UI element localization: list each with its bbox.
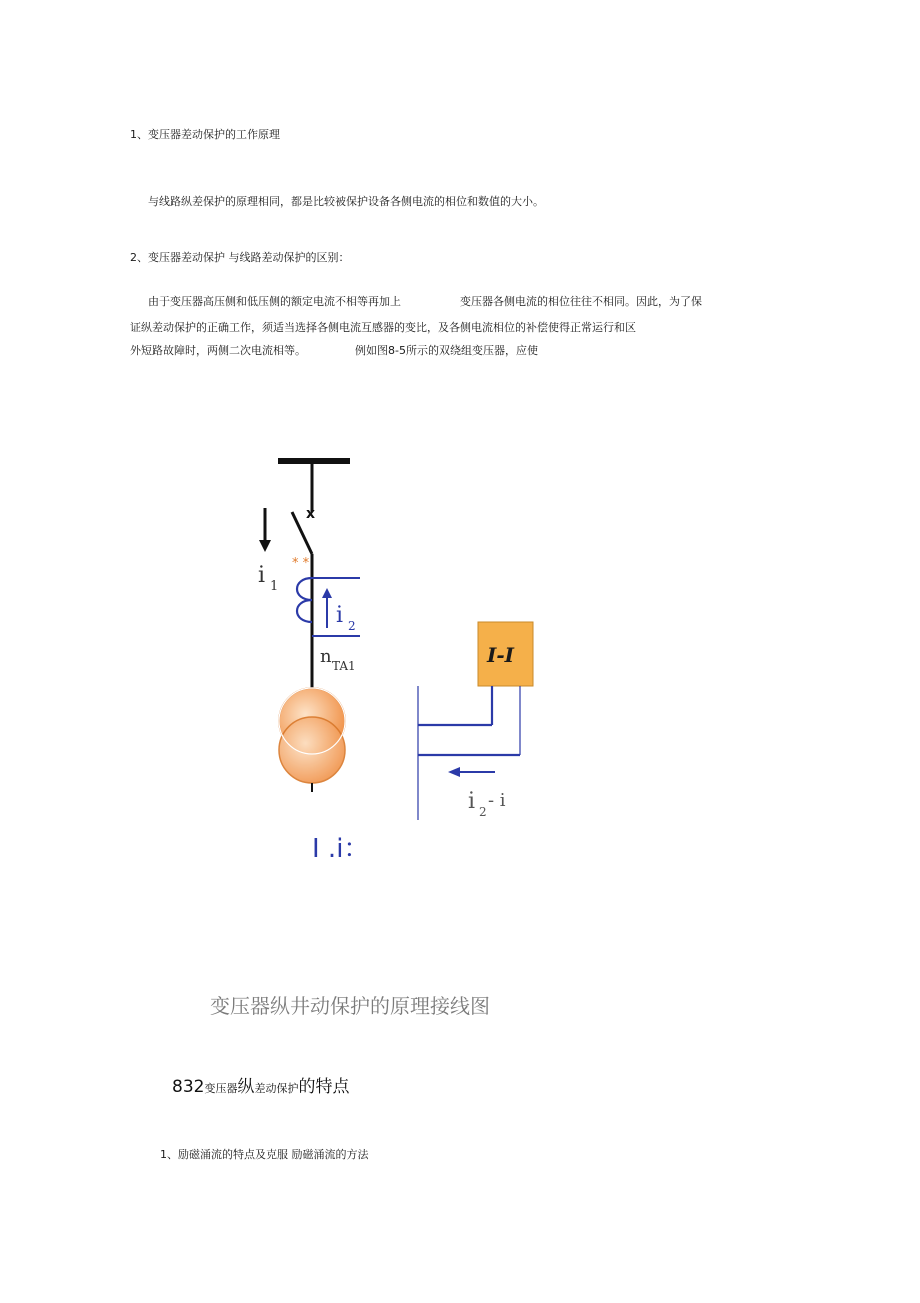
section-2-heading: 2、变压器差动保护 与线路差动保护的区别： — [130, 251, 350, 264]
diff-subscript: 2 — [479, 805, 487, 819]
i2-label: i — [336, 603, 344, 628]
transformer-winding-lower — [279, 717, 345, 783]
i2-subscript: 2 — [348, 619, 356, 633]
nta-subscript: TA1 — [332, 659, 356, 673]
section-1-heading: 1、变压器差动保护的工作原理 — [130, 128, 280, 141]
relay-label: I-I — [487, 643, 515, 667]
section-number: 832 — [172, 1077, 205, 1097]
heading-part-2: 纵 — [237, 1077, 255, 1097]
heading-part-4: 的特点 — [298, 1077, 350, 1097]
i2-arrow-head — [322, 588, 332, 598]
section-2-line-3a: 外短路故障时，两侧二次电流相等。 — [130, 344, 306, 357]
section-1-paragraph: 与线路纵差保护的原理相同，都是比较被保护设备各侧电流的相位和数值的大小。 — [148, 195, 544, 208]
busbar — [278, 458, 350, 464]
section-2-line-1b: 变压器各侧电流的相位往往不相同。因此，为了保 — [460, 295, 702, 308]
figure-bottom-label: I .i： — [312, 834, 370, 864]
heading-part-3: 差动保护 — [254, 1082, 299, 1095]
figure-caption: 变压器纵井动保护的原理接线图 — [210, 994, 490, 1018]
diff-rest: - i — [488, 790, 506, 811]
i1-arrow-head — [259, 540, 271, 552]
nta-label: n — [320, 646, 332, 667]
i1-label: i — [258, 563, 266, 588]
polarity-marks: * * — [292, 556, 310, 571]
i1-subscript: 1 — [270, 579, 279, 594]
ct-coil — [297, 578, 312, 622]
section-2-line-2: 证纵差动保护的正确工作，须适当选择各侧电流互感器的变比，及各侧电流相位的补偿使得正常运行和区 — [130, 321, 636, 334]
section-4-heading: 1、励磁涌流的特点及克服 励磁涌流的方法 — [160, 1148, 369, 1161]
differential-protection-diagram — [250, 450, 540, 870]
section-2-line-3b: 例如图8-5所示的双绕组变压器，应使 — [355, 344, 538, 357]
diff-label: i — [468, 789, 476, 814]
section-2-line-1a: 由于变压器高压侧和低压侧的额定电流不相等再加上 — [148, 295, 401, 308]
breaker-x-mark: x — [306, 506, 316, 522]
diff-arrow-head — [448, 767, 460, 777]
heading-part-1: 变压器 — [204, 1082, 238, 1095]
section-832-heading — [172, 1072, 349, 1097]
